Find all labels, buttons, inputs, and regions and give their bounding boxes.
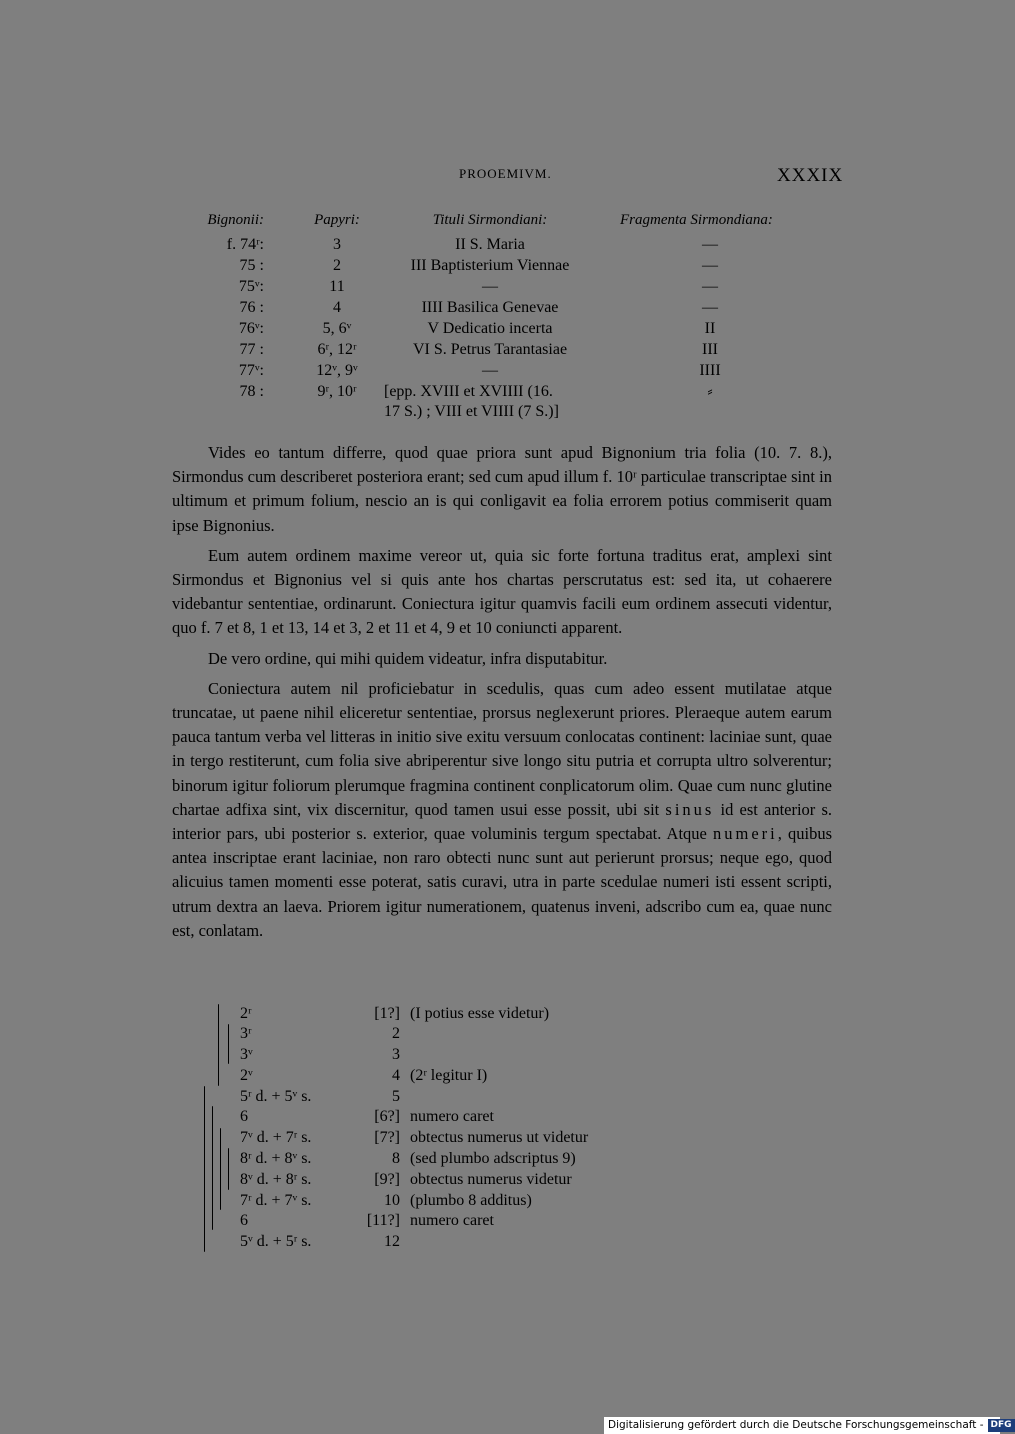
table-cell: 76 : bbox=[239, 299, 264, 316]
collation-folio: 2ᵛ bbox=[240, 1067, 253, 1084]
brace bbox=[218, 1004, 219, 1086]
collation-folio: 5ʳ d. + 5ᵛ s. bbox=[240, 1088, 312, 1105]
collation-folio: 6 bbox=[240, 1108, 248, 1125]
table-cell: — bbox=[482, 278, 498, 295]
collation-folio: 8ᵛ d. + 8ʳ s. bbox=[240, 1171, 312, 1188]
table-header: Bignonii: bbox=[207, 212, 264, 228]
collation-note: (I potius esse videtur) bbox=[410, 1005, 550, 1022]
page-number: XXXIX bbox=[777, 165, 844, 186]
paragraph-text: , quibus antea inscriptae erant laciniae, non raro obtecti nunc sunt aut perierunt prorsus; neque ego, quod alicuius tamen momenti esse poterat, satis curavi, utra in parte scedulae numeri isti essent scripti, utrum dextra an laeva. Priorem igitur numerationem, quatenus inveni, adscribo cum ea, quae nunc est, conlatam. bbox=[172, 824, 833, 940]
collation-folio: 3ᵛ bbox=[240, 1046, 253, 1063]
collation-number: 10 bbox=[384, 1192, 400, 1209]
body-text bbox=[172, 441, 832, 943]
table-cell: V Dedicatio incerta bbox=[427, 320, 553, 337]
collation-folio: 2ʳ bbox=[240, 1005, 252, 1022]
paragraph: Eum autem ordinem maxime vereor ut, quia sic forte fortuna traditus erat, amplexi sint Sirmondus et Bignonius vel si quis ante hos chartas perscrutatus est: sed ita, ut cohaerere videbantur sententiae, ordinarunt. Coniectura igitur quamvis facili eum ordinem assecuti videntur, quo f. 7 et 8, 1 et 13, 14 et 3, 2 et 11 et 4, 9 et 10 coniuncti apparent. bbox=[172, 545, 832, 638]
collation-folio: 7ᵛ d. + 7ʳ s. bbox=[240, 1129, 312, 1146]
collation-number: 3 bbox=[392, 1046, 400, 1063]
running-header: PROOEMIVM. bbox=[459, 166, 552, 181]
paragraph-text: Coniectura autem nil proficiebatur in scedulis, quas cum adeo essent mutilatae atque truncatae, ut paene nihil eliceretur sententiae, prorsus neglexerunt priores. Pleraeque autem earum pauca tantum verba vel litteras in initio sive exitu versuum conlocatas continent: laciniae sunt, quae in tergo restiterunt, cum folia sive abriperentur sive longo situ putria et corrupta ultro solverentur; binorum igitur foliorum plerumque fragmina continent conplicatorum olim. Quae cum nunc glutine chartae adfixa sint, vix discernitur, quod tamen usui esse possit, ubi sit bbox=[172, 678, 832, 819]
table-header: Papyri: bbox=[314, 212, 360, 228]
table-cell: 76ᵛ: bbox=[238, 320, 264, 337]
emphasis: sinus bbox=[665, 799, 715, 819]
collation-folio: 7ʳ d. + 7ᵛ s. bbox=[240, 1192, 312, 1209]
table-cell: VI S. Petrus Tarantasiae bbox=[412, 341, 568, 358]
table-cell: 77ᵛ: bbox=[238, 362, 264, 379]
collation-note: numero caret bbox=[410, 1212, 494, 1229]
table-header: Fragmenta Sirmondiana: bbox=[620, 212, 773, 228]
funding-footer bbox=[604, 1417, 1012, 1434]
collation-number: [6?] bbox=[374, 1108, 400, 1125]
collation-note: numero caret bbox=[410, 1108, 494, 1125]
brace bbox=[228, 1024, 229, 1064]
brace bbox=[228, 1148, 229, 1190]
collation-number: [11?] bbox=[366, 1212, 400, 1229]
emphasis: numeri bbox=[713, 824, 778, 844]
table-cell: — bbox=[702, 236, 718, 253]
table-header: Tituli Sirmondiani: bbox=[432, 212, 548, 228]
table-cell: ⸗ bbox=[707, 383, 713, 400]
collation-note: obtectus numerus ut videtur bbox=[410, 1129, 589, 1146]
paragraph bbox=[172, 677, 832, 943]
collation-number: 5 bbox=[392, 1088, 400, 1105]
table-cell: 77 : bbox=[239, 341, 264, 358]
collation-number: [1?] bbox=[374, 1005, 400, 1022]
table-cell: 5, 6ᵛ bbox=[322, 320, 352, 337]
collation-note: (2ʳ legitur I) bbox=[410, 1067, 488, 1084]
brace bbox=[212, 1106, 213, 1230]
dfg-logo: DFG bbox=[988, 1419, 1015, 1432]
table-cell: — bbox=[702, 257, 718, 274]
collation-number: 2 bbox=[392, 1025, 400, 1042]
table-cell: — bbox=[702, 278, 718, 295]
collation-folio: 5ᵛ d. + 5ʳ s. bbox=[240, 1233, 312, 1250]
paragraph: De vero ordine, qui mihi quidem videatur, infra disputabitur. bbox=[208, 648, 608, 668]
table-cell: IIII bbox=[699, 362, 721, 379]
table-cell: — bbox=[702, 299, 718, 316]
collation-number: [7?] bbox=[374, 1129, 400, 1146]
brace bbox=[204, 1086, 205, 1252]
collation-note: (sed plumbo adscriptus 9) bbox=[410, 1150, 576, 1167]
table-cell: 3 bbox=[333, 236, 341, 253]
table-cell: III bbox=[702, 341, 718, 358]
table-cell: IIII Basilica Genevae bbox=[421, 299, 559, 316]
collation-folio: 6 bbox=[240, 1212, 248, 1229]
table-cell: — bbox=[482, 362, 498, 379]
table-cell: II S. Maria bbox=[455, 236, 525, 253]
table-cell: 75 : bbox=[239, 257, 264, 274]
table-cell: f. 74ʳ: bbox=[226, 236, 264, 253]
brace bbox=[220, 1128, 221, 1210]
table-cell: 4 bbox=[333, 299, 341, 316]
collation-number: 12 bbox=[384, 1233, 400, 1250]
collation-number: 8 bbox=[392, 1150, 400, 1167]
table-cell: III Baptisterium Viennae bbox=[410, 257, 570, 274]
collation-folio: 8ʳ d. + 8ᵛ s. bbox=[240, 1150, 312, 1167]
collation-number: 4 bbox=[392, 1067, 400, 1084]
table-cell: 6ʳ, 12ʳ bbox=[317, 341, 357, 358]
table-cell: 78 : bbox=[239, 383, 264, 400]
paragraph-text: id est anterior s. interior pars, ubi posterior s. exterior, quae voluminis tergum spectabat. Atque bbox=[172, 799, 832, 844]
collation-number: [9?] bbox=[374, 1171, 400, 1188]
table-cell: 11 bbox=[329, 278, 345, 295]
collation-folio: 3ʳ bbox=[240, 1025, 252, 1042]
table-cell: 17 S.) ; VIII et VIIII (7 S.)] bbox=[384, 403, 559, 420]
table-cell: II bbox=[704, 320, 716, 337]
collation-note: (plumbo 8 additus) bbox=[410, 1192, 532, 1209]
paragraph: Vides eo tantum differre, quod quae priora sunt apud Bignonium tria folia (10. 7. 8.), Sirmondus cum describeret posteriora erant; sed cum apud illum f. 10ʳ particulae transcriptae sint in ultimum et primum folium, nescio an is qui conligavit ea folia errorem potius commiserit quam ipse Bignonius. bbox=[172, 443, 832, 535]
collation-note: obtectus numerus videtur bbox=[410, 1171, 572, 1188]
table-cell: 9ʳ, 10ʳ bbox=[317, 383, 357, 400]
table-cell: [epp. XVIII et XVIIII (16. bbox=[384, 383, 553, 400]
table-cell: 75ᵛ: bbox=[238, 278, 264, 295]
table-cell: 2 bbox=[333, 257, 341, 274]
table-cell: 12ᵛ, 9ᵛ bbox=[316, 362, 358, 379]
footer-text: Digitalisierung gefördert durch die Deutsche Forschungsgemeinschaft - bbox=[608, 1419, 984, 1431]
